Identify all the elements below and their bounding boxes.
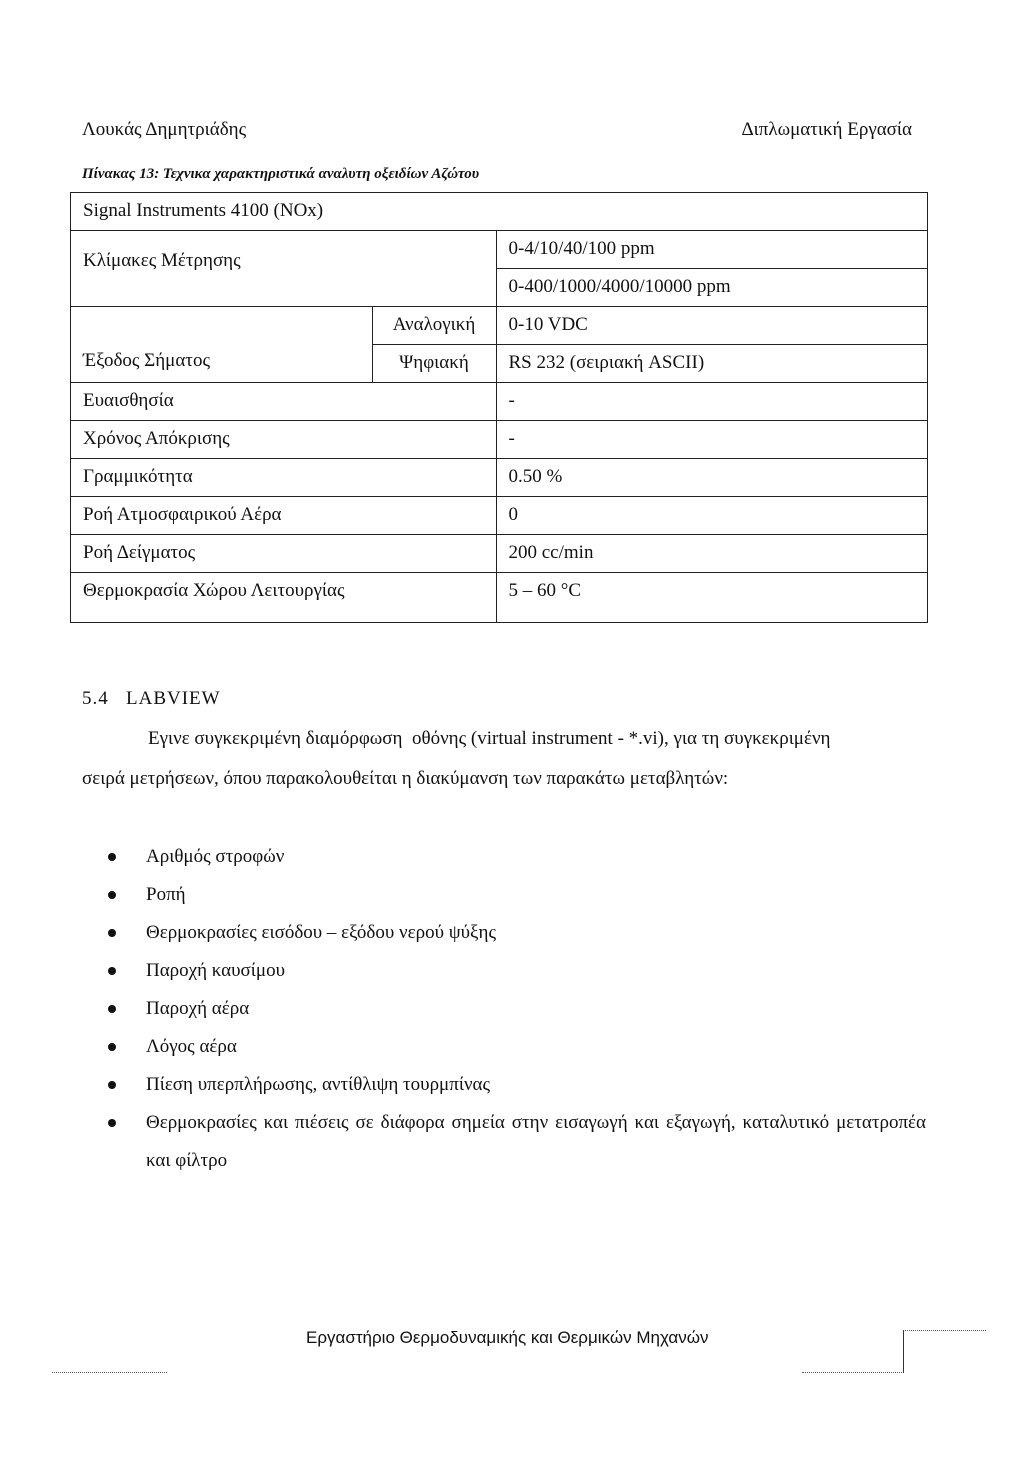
list-item-text: Πίεση υπερπλήρωσης, αντίθλιψη τουρμπίνας	[146, 1074, 491, 1095]
row-label-air-flow: Ροή Ατμοσφαιρικού Αέρα	[71, 497, 497, 535]
list-item-text: Ροπή	[146, 884, 186, 905]
table-title-row	[71, 193, 928, 231]
output-value-analog: 0-10 VDC	[496, 307, 928, 345]
bullet-icon	[108, 1043, 116, 1051]
row-value-linearity: 0.50 %	[496, 459, 928, 497]
table-row-output-analog	[71, 307, 928, 345]
list-item	[108, 1104, 926, 1180]
list-item	[108, 1066, 926, 1104]
table-row	[71, 383, 928, 421]
row-value-air-flow: 0	[496, 497, 928, 535]
row-label-operating-temp: Θερμοκρασία Χώρου Λειτουργίας	[71, 573, 497, 623]
list-item	[108, 838, 926, 876]
section-title: 5.4 LABVIEW	[82, 688, 221, 709]
output-type-digital: Ψηφιακή	[372, 345, 496, 383]
table-row	[71, 535, 928, 573]
header-doc-type: Διπλωματική Εργασία	[741, 119, 912, 140]
list-item	[108, 914, 926, 952]
page-number-box	[903, 1330, 986, 1373]
row-label-linearity: Γραμμικότητα	[71, 459, 497, 497]
footer-rule-left	[52, 1372, 167, 1373]
table-row	[71, 497, 928, 535]
range-value-1: 0-4/10/40/100 ppm	[496, 231, 928, 269]
row-label-sensitivity: Ευαισθησία	[71, 383, 497, 421]
paragraph-line-2: σειρά μετρήσεων, όπου παρακολουθείται η διακύμανση των παρακάτω μεταβλητών:	[82, 768, 729, 789]
variables-list	[108, 838, 926, 1180]
bullet-icon	[108, 1005, 116, 1013]
list-item-text: Θερμοκρασίες και πιέσεις σε διάφορα σημεία στην εισαγωγή και εξαγωγή, καταλυτικό μετατροπέα και φίλτρο	[146, 1112, 926, 1171]
table-title: Signal Instruments 4100 (NOx)	[71, 193, 928, 231]
footer-rule-right	[802, 1372, 902, 1373]
ranges-label	[71, 249, 497, 307]
row-value-response-time: -	[496, 421, 928, 459]
list-item-text: Λόγος αέρα	[146, 1036, 237, 1057]
output-label-top	[71, 307, 373, 345]
row-label-response-time: Χρόνος Απόκρισης	[71, 421, 497, 459]
table-row	[71, 573, 928, 623]
table-caption: Πίνακας 13: Τεχνικα χαρακτηριστικά αναλυτη οξειδίων Αζώτου	[82, 166, 480, 182]
ranges-label-text: Κλίμακες Μέτρησης	[83, 249, 241, 271]
bullet-icon	[108, 1081, 116, 1089]
bullet-icon	[108, 1119, 116, 1127]
bullet-icon	[108, 853, 116, 861]
output-label	[71, 345, 373, 383]
row-value-operating-temp: 5 – 60 °C	[496, 573, 928, 623]
list-item-text: Παροχή αέρα	[146, 998, 250, 1019]
output-type-analog: Αναλογική	[372, 307, 496, 345]
output-label-text: Έξοδος Σήματος	[83, 349, 210, 371]
paragraph-line-1: Εγινε συγκεκριμένη διαμόρφωση οθόνης (virtual instrument - *.vi), για τη συγκεκριμένη	[148, 728, 831, 749]
footer-lab: Εργαστήριο Θερμοδυναμικής και Θερμικών Μηχανών	[306, 1328, 709, 1347]
row-value-sample-flow: 200 cc/min	[496, 535, 928, 573]
list-item	[108, 990, 926, 1028]
list-item-text: Αριθμός στροφών	[146, 846, 285, 867]
specs-table	[70, 192, 928, 623]
table-row-ranges-2	[71, 269, 928, 307]
table-row	[71, 459, 928, 497]
table-row	[71, 421, 928, 459]
output-value-digital: RS 232 (σειριακή ASCII)	[496, 345, 928, 383]
row-label-sample-flow: Ροή Δείγματος	[71, 535, 497, 573]
list-item-text: Θερμοκρασίες εισόδου – εξόδου νερού ψύξης	[146, 922, 496, 943]
list-item	[108, 876, 926, 914]
bullet-icon	[108, 929, 116, 937]
row-value-sensitivity: -	[496, 383, 928, 421]
list-item-text: Παροχή καυσίμου	[146, 960, 285, 981]
bullet-icon	[108, 891, 116, 899]
list-item	[108, 952, 926, 990]
bullet-icon	[108, 967, 116, 975]
range-value-2: 0-400/1000/4000/10000 ppm	[496, 269, 928, 307]
list-item	[108, 1028, 926, 1066]
table-row-output-digital	[71, 345, 928, 383]
header-author: Λουκάς Δημητριάδης	[82, 119, 247, 140]
